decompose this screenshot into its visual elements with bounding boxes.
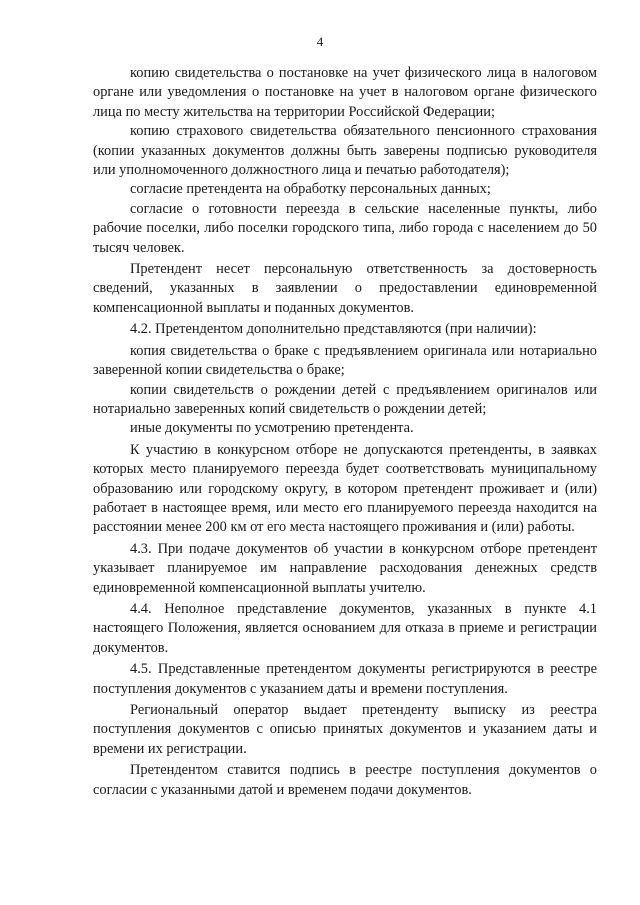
paragraph-admission-restriction: К участию в конкурсном отборе не допускаются претенденты, в заявках которых место планируемого переезда будет соответствовать муниципальному образованию или городскому округу, в котором претендент проживает и (или) работает в настоящее время, или место его планируемого переезда находится на расстоянии менее 200 км от его места настоящего проживания и (или) работы.	[93, 441, 597, 536]
paragraph-pension-certificate-copy: копию страхового свидетельства обязательного пенсионного страхования (копии указанных документов должны быть заверены подписью руководителя или уполномоченного должностного лица и печатью работодателя);	[93, 123, 597, 179]
paragraph-relocation-consent: согласие о готовности переезда в сельские населенные пункты, либо рабочие поселки, либо поселки городского типа, либо города с населением до 50 тысяч человек.	[93, 200, 597, 256]
paragraph-section-4-2: 4.2. Претендентом дополнительно представляются (при наличии):	[130, 321, 537, 338]
paragraph-personal-responsibility: Претендент несет персональную ответственность за достоверность сведений, указанных в заявлении о предоставлении единовременной компенсационной выплаты и поданных документов.	[93, 261, 597, 316]
paragraph-registry-extract: Региональный оператор выдает претенденту выписку из реестра поступления документов с описью принятых документов и указанием даты и времени их регистрации.	[93, 702, 597, 757]
paragraph-section-4-5: 4.5. Представленные претендентом документы регистрируются в реестре поступления документов с указанием даты и времени поступления.	[93, 661, 597, 697]
paragraph-registry-signature: Претендентом ставится подпись в реестре поступления документов о согласии с указанными датой и временем подачи документов.	[93, 762, 597, 798]
paragraph-section-4-3: 4.3. При подаче документов об участии в конкурсном отборе претендент указывает планируемое им направление расходования денежных средств единовременной компенсационной выплаты учителю.	[93, 540, 597, 596]
paragraph-personal-data-consent: согласие претендента на обработку персональных данных;	[130, 181, 491, 198]
paragraph-tax-registration-copy: копию свидетельства о постановке на учет физического лица в налоговом органе или уведомления о постановке на учет в налоговом органе физического лица по месту жительства на территории Российской Федерации;	[93, 65, 597, 120]
paragraph-other-documents: иные документы по усмотрению претендента.	[130, 420, 414, 437]
document-body	[93, 64, 597, 800]
paragraph-section-4-4: 4.4. Неполное представление документов, указанных в пункте 4.1 настоящего Положения, является основанием для отказа в приеме и регистрации документов.	[93, 600, 597, 656]
paragraph-birth-certificates: копии свидетельств о рождении детей с предъявлением оригиналов или нотариально заверенных копий свидетельств о рождении детей;	[93, 381, 597, 417]
paragraph-marriage-certificate: копия свидетельства о браке с предъявлением оригинала или нотариально заверенной копии свидетельства о браке;	[93, 342, 597, 379]
page-number: 4	[316, 34, 324, 49]
